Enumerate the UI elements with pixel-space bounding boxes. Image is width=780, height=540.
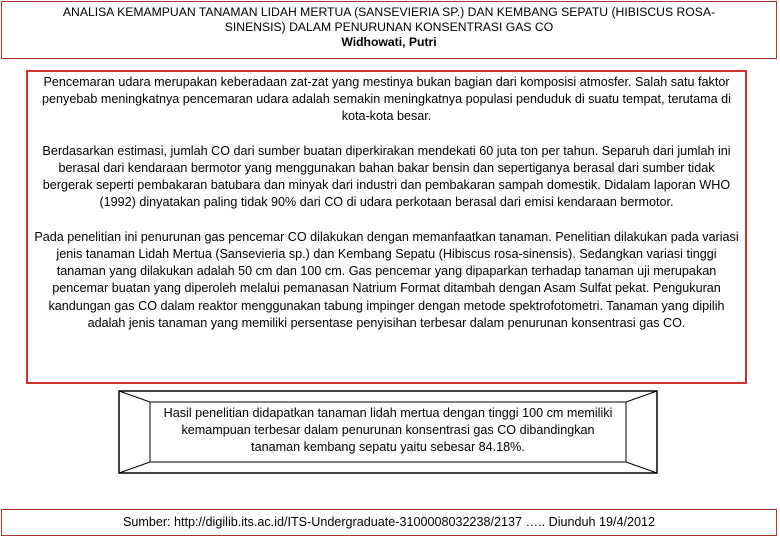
title-line-1: ANALISA KEMAMPUAN TANAMAN LIDAH MERTUA (SANSEVIERIA SP.) DAN KEMBANG SEPATU (HIBISCUS ROSA- bbox=[62, 5, 716, 19]
title-line-2: SINENSIS) DALAM PENURUNAN KONSENTRASI GAS CO bbox=[224, 20, 554, 34]
result-box bbox=[118, 390, 658, 474]
source-box bbox=[1, 509, 777, 536]
abstract-box bbox=[26, 70, 747, 384]
source-text: Sumber: http://digilib.its.ac.id/ITS-Undergraduate-3100008032238/2137 ….. Diunduh 19/4/2012 bbox=[122, 515, 656, 529]
abstract-paragraph-1: Pencemaran udara merupakan keberadaan zat-zat yang mestinya bukan bagian dari komposisi atmosfer. Salah satu faktor penyebab meningkatnya pencemaran udara adalah semakin meningkatnya populasi penduduk di suatu tempat, terutama di kota-kota besar. bbox=[42, 75, 731, 124]
result-text: Hasil penelitian didapatkan tanaman lidah mertua dengan tinggi 100 cm memiliki kemampuan terbesar dalam penurunan konsentrasi gas CO dibandingkan tanaman kembang sepatu yaitu sebesar 84.18%. bbox=[163, 406, 613, 455]
abstract-paragraph-2: Berdasarkan estimasi, jumlah CO dari sumber buatan diperkirakan mendekati 60 juta ton per tahun. Separuh dari jumlah ini berasal dari kendaraan bermotor yang menggunakan bahan bakar bensin dan sepertiganya berasal dari sumber tidak bergerak seperti pembakaran batubara dan minyak dari industri dan pembakaran sampah domestik. Didalam laporan WHO (1992) dinyatakan paling tidak 90% dari CO di udara perkotaan berasal dari emisi kendaraan bermotor. bbox=[42, 143, 731, 210]
title-box bbox=[1, 1, 777, 59]
authors: Widhowati, Putri bbox=[341, 35, 437, 49]
abstract-paragraph-3: Pada penelitian ini penurunan gas pencemar CO dilakukan dengan memanfaatkan tanaman. Penelitian dilakukan pada variasi jenis tanaman Lidah Mertua (Sansevieria sp.) dan Kembang Sepatu (Hibiscus rosa-sinensis). Sedangkan variasi tinggi tanaman yang dilakukan adalah 50 cm dan 100 cm. Gas pencemar yang dipaparkan terhadap tanaman uji merupakan pencemar buatan yang diperoleh melalui pemanasan Natrium Format ditambah dengan Asam Sulfat pekat. Pengukuran kandungan gas CO dalam reaktor menggunakan tabung impinger dengan metode spektrofotometri. Tanaman yang dipilih adalah jenis tanaman yang memiliki persentase penyisihan terbesar dalam penurunan konsentrasi gas CO. bbox=[34, 229, 739, 330]
